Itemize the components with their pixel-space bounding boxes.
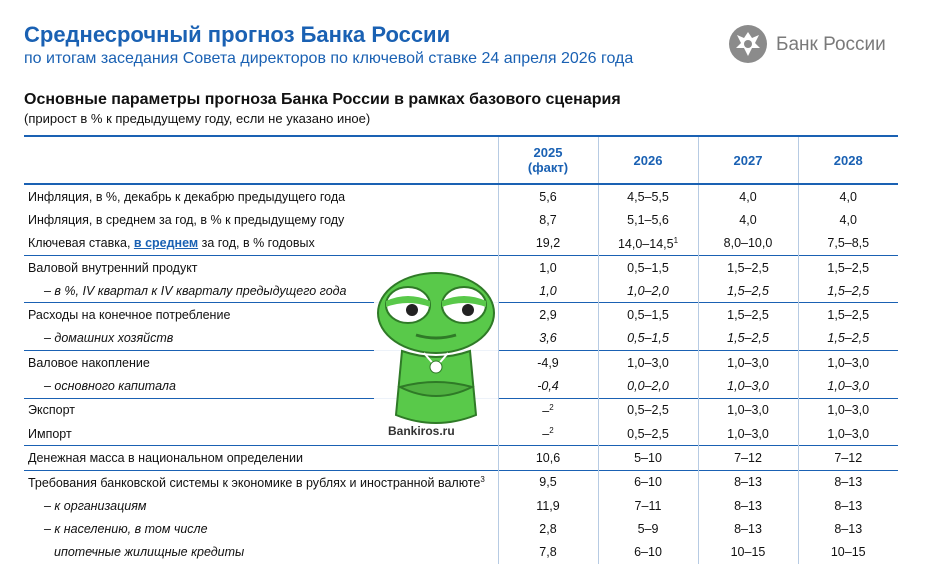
cell: 4,0 — [798, 208, 898, 231]
section-title: Основные параметры прогноза Банка России в рамках базового сценария — [24, 91, 621, 108]
cell-value: – — [542, 427, 550, 442]
cell: 3,6 — [498, 327, 598, 351]
cell: 7,5–8,5 — [798, 232, 898, 256]
cell: 5–9 — [598, 517, 698, 540]
table-row — [24, 517, 898, 540]
header-empty — [24, 136, 498, 184]
cell: 1,0–2,0 — [598, 279, 698, 303]
cell: 1,5–2,5 — [798, 279, 898, 303]
cell — [598, 232, 698, 256]
sub-label: – основного капитала — [44, 379, 176, 394]
cell: 1,0 — [498, 279, 598, 303]
cell: 7–11 — [598, 494, 698, 517]
row-label: Валовой внутренний продукт — [28, 260, 198, 275]
sub-label: ипотечные жилищные кредиты — [54, 545, 245, 560]
cell: 1,0–3,0 — [698, 351, 798, 375]
table-row — [24, 208, 898, 231]
cell: 1,0–3,0 — [798, 422, 898, 446]
cell: 8–13 — [798, 517, 898, 540]
cell: 0,5–1,5 — [598, 255, 698, 279]
frog-mascot-icon — [372, 255, 500, 443]
page-title: Среднесрочный прогноз Банка России — [24, 22, 451, 47]
row-label — [24, 232, 498, 256]
cell: 2,8 — [498, 517, 598, 540]
cell: 0,0–2,0 — [598, 374, 698, 398]
average-link[interactable]: в среднем — [133, 236, 199, 251]
cell: 8–13 — [698, 517, 798, 540]
cell: 1,0–3,0 — [798, 374, 898, 398]
cell: 7,8 — [498, 540, 598, 563]
row-label: Экспорт — [28, 403, 75, 418]
watermark: Bankiros.ru — [388, 424, 455, 438]
cell: 8–13 — [698, 470, 798, 494]
cell: 11,9 — [498, 494, 598, 517]
row-label — [24, 540, 498, 563]
cell: 1,0–3,0 — [698, 398, 798, 422]
row-label — [24, 517, 498, 540]
cell: 4,0 — [698, 208, 798, 231]
table-row — [24, 470, 898, 494]
cell: 1,5–2,5 — [798, 303, 898, 327]
cell: 8,7 — [498, 208, 598, 231]
cell: 4,0 — [698, 184, 798, 208]
cell: 9,5 — [498, 470, 598, 494]
sub-label: – в %, IV квартал к IV кварталу предыдущего года — [44, 283, 347, 298]
cell: 1,5–2,5 — [698, 327, 798, 351]
table-header-row — [24, 136, 898, 184]
cell: 8–13 — [798, 494, 898, 517]
cell: 4,0 — [798, 184, 898, 208]
row-label: Расходы на конечное потребление — [28, 308, 231, 323]
table-row — [24, 446, 898, 470]
cell: 0,5–1,5 — [598, 327, 698, 351]
sub-label: – домашних хозяйств — [44, 331, 174, 346]
cell: 1,5–2,5 — [698, 255, 798, 279]
footnote-marker: 2 — [549, 402, 554, 412]
label-part: Требования банковской системы к экономике в рублях и иностранной валюте — [28, 475, 481, 490]
header-2027: 2027 — [698, 136, 798, 184]
cell: 7–12 — [698, 446, 798, 470]
cell: 10–15 — [698, 540, 798, 563]
table-row — [24, 184, 898, 208]
bank-logo — [728, 24, 898, 68]
header-2025-year: 2025 — [533, 145, 563, 160]
row-label: Инфляция, в среднем за год, в % к предыдущему году — [28, 212, 345, 227]
header-2028: 2028 — [798, 136, 898, 184]
page-subtitle: по итогам заседания Совета директоров по ключевой ставке 24 апреля 2026 года — [24, 50, 634, 67]
table-row — [24, 494, 898, 517]
table-row — [24, 232, 898, 256]
cell: 0,5–2,5 — [598, 398, 698, 422]
cell: 0,5–1,5 — [598, 303, 698, 327]
cell: 1,0–3,0 — [698, 422, 798, 446]
section-note: (прирост в % к предыдущему году, если не указано иное) — [24, 111, 371, 126]
cell: 8,0–10,0 — [698, 232, 798, 256]
header-2025 — [498, 136, 598, 184]
cell-value: 14,0–14,5 — [617, 236, 674, 251]
cell: 1,0–3,0 — [698, 374, 798, 398]
cell-value: – — [542, 403, 550, 418]
cell: 1,0–3,0 — [598, 351, 698, 375]
header-2025-note: (факт) — [527, 160, 569, 175]
cell — [498, 398, 598, 422]
cell: 5,6 — [498, 184, 598, 208]
cell: 1,5–2,5 — [698, 279, 798, 303]
cell: 5–10 — [598, 446, 698, 470]
row-label — [24, 494, 498, 517]
row-label: Валовое накопление — [28, 355, 150, 370]
footnote-marker: 2 — [549, 426, 554, 436]
cell: 4,5–5,5 — [598, 184, 698, 208]
cell: -4,9 — [498, 351, 598, 375]
cell: 1,0–3,0 — [798, 398, 898, 422]
label-part: Ключевая ставка, — [28, 236, 134, 251]
footnote-marker: 3 — [480, 474, 485, 484]
cell: 1,5–2,5 — [798, 255, 898, 279]
header-2026: 2026 — [598, 136, 698, 184]
label-part: за год, в % годовых — [198, 236, 315, 251]
logo-text: Банк России — [776, 34, 886, 55]
cell: 1,5–2,5 — [698, 303, 798, 327]
cell: 10,6 — [498, 446, 598, 470]
cell: 5,1–5,6 — [598, 208, 698, 231]
cell: 1,5–2,5 — [798, 327, 898, 351]
row-label — [24, 470, 498, 494]
cell: 19,2 — [498, 232, 598, 256]
sub-label: – к организациям — [44, 498, 147, 513]
cell: 8–13 — [698, 494, 798, 517]
cell: 0,5–2,5 — [598, 422, 698, 446]
footnote-marker: 1 — [673, 235, 679, 245]
cell: 6–10 — [598, 470, 698, 494]
cell: 8–13 — [798, 470, 898, 494]
cell: 1,0–3,0 — [798, 351, 898, 375]
cell — [498, 422, 598, 446]
row-label: Импорт — [28, 426, 72, 441]
cell: 10–15 — [798, 540, 898, 563]
row-label: Денежная масса в национальном определении — [28, 450, 303, 465]
table-row — [24, 540, 898, 563]
cell: 1,0 — [498, 255, 598, 279]
cell: -0,4 — [498, 374, 598, 398]
row-label: Инфляция, в %, декабрь к декабрю предыдущего года — [28, 189, 346, 204]
cell: 2,9 — [498, 303, 598, 327]
cell: 6–10 — [598, 540, 698, 563]
cell: 7–12 — [798, 446, 898, 470]
eagle-icon — [728, 24, 768, 64]
sub-label: – к населению, в том числе — [44, 521, 208, 536]
